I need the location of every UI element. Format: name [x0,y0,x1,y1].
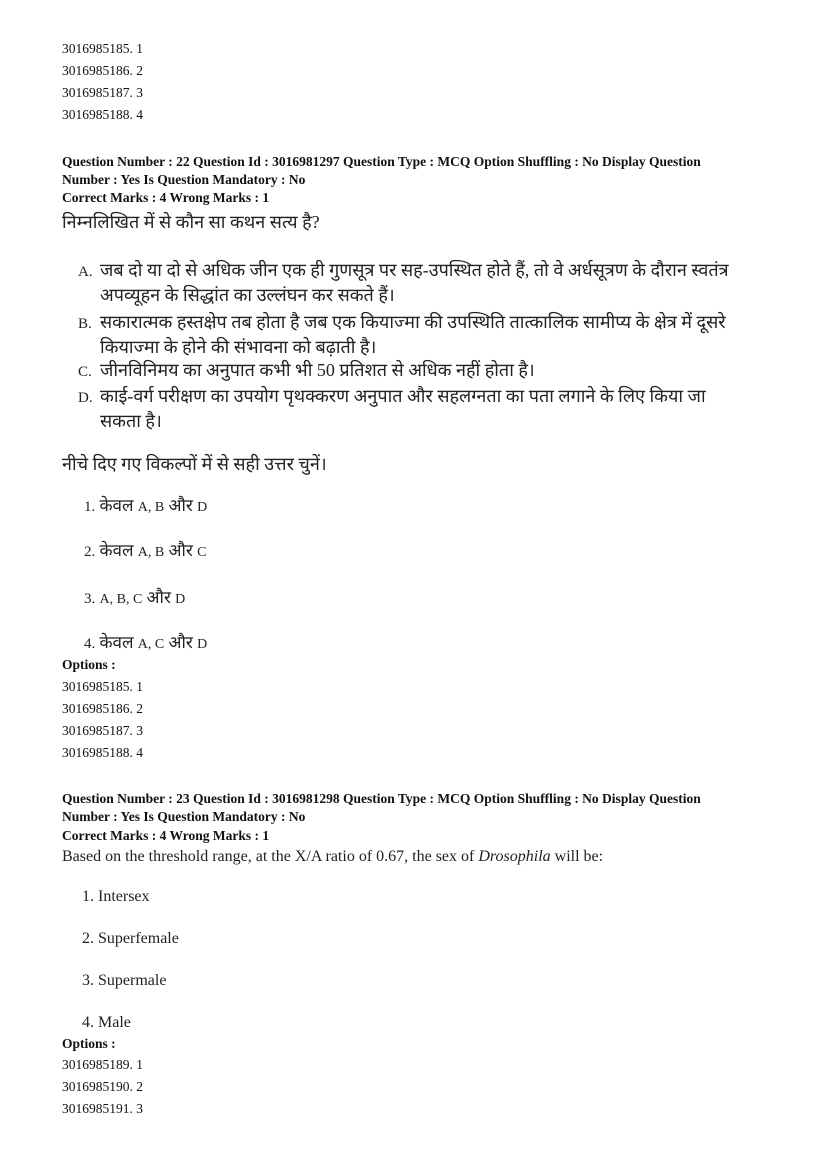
q23-choice-1: 1. Intersex [82,888,150,905]
statement-line1: सकारात्मक हस्तक्षेप तब होता है जब एक कियाज्मा की उपस्थिति तात्कालिक सामीप्य के क्षेत्र में दूसरे [100,312,726,332]
choice-number: 2. [84,544,96,560]
prev-option-4: 3016985188. 4 [62,107,143,122]
choice-conjunction: और [164,541,198,560]
statement-line2: कियाज्मा के होने की संभावना को बढ़ाती है। [100,337,377,357]
q23-choice-2: 2. Superfemale [82,930,179,947]
choice-letter: D [197,637,208,652]
choice-letter: D [197,500,208,515]
choice-letters: A, C [137,637,165,652]
q22-question-text: निम्नलिखित में से कौन सा कथन सत्य है? [62,212,320,232]
q22-statement-a [78,258,729,284]
q22-instruction: नीचे दिए गए विकल्पों में से सही उत्तर चुनें। [62,454,327,474]
statement-line2: अपव्यूहन के सिद्धांत का उल्लंघन कर सकते हैं। [100,285,395,305]
choice-conjunction: और [164,633,198,652]
q23-header-line2: Number : Yes Is Question Mandatory : No [62,809,306,824]
q23-choice-3: 3. Supermale [82,972,167,989]
prev-option-3: 3016985187. 3 [62,85,143,100]
q22-statement-d [78,384,706,410]
q23-option-1: 3016985189. 1 [62,1057,143,1072]
q22-choice-1 [84,495,207,519]
q23-option-3: 3016985191. 3 [62,1101,143,1116]
q22-option-4: 3016985188. 4 [62,745,143,760]
choice-number: 4. [84,636,96,652]
statement-line1: जीनविनिमय का अनुपात कभी भी 50 प्रतिशत से अधिक नहीं होता है। [100,360,535,380]
choice-conjunction: और [164,496,198,515]
q22-options-label: Options : [62,657,116,672]
q23-options-label: Options : [62,1036,116,1051]
q22-header-line1: Question Number : 22 Question Id : 3016981297 Question Type : MCQ Option Shuffling : No Display Question [62,154,701,169]
q22-option-3: 3016985187. 3 [62,723,143,738]
q23-choice-4: 4. Male [82,1014,131,1031]
choice-letters: A, B, C [99,592,143,607]
question-species-name: Drosophila [478,848,551,865]
q22-statement-c [78,358,535,384]
statement-line2: सकता है। [100,411,162,431]
choice-letter: C [197,545,207,560]
q23-option-2: 3016985190. 2 [62,1079,143,1094]
question-text-end: will be: [550,848,604,865]
statement-label: C. [78,364,92,380]
prev-option-2: 3016985186. 2 [62,63,143,78]
q23-marks: Correct Marks : 4 Wrong Marks : 1 [62,828,270,843]
choice-conjunction: और [142,588,176,607]
q23-question-text [62,847,603,867]
statement-line1: जब दो या दो से अधिक जीन एक ही गुणसूत्र पर सह-उपस्थित होते हैं, तो वे अर्धसूत्रण के दौरान स्वतंत्र [100,260,729,280]
choice-letters: A, B [137,500,165,515]
q22-choice-4 [84,632,207,656]
q22-choice-2 [84,540,206,564]
choice-letters: A, B [137,545,165,560]
prev-option-1: 3016985185. 1 [62,41,143,56]
choice-letter: D [175,592,186,607]
statement-line1: काई-वर्ग परीक्षण का उपयोग पृथक्करण अनुपात और सहलग्नता का पता लगाने के लिए किया जा [100,386,706,406]
statement-label: B. [78,316,92,332]
q22-header-line2: Number : Yes Is Question Mandatory : No [62,172,306,187]
choice-text: केवल [99,633,138,652]
statement-label: D. [78,390,93,406]
q22-option-1: 3016985185. 1 [62,679,143,694]
choice-number: 1. [84,499,96,515]
choice-text: केवल [99,496,138,515]
q22-option-2: 3016985186. 2 [62,701,143,716]
q22-choice-3 [84,587,185,611]
statement-label: A. [78,264,93,280]
choice-text: केवल [99,541,138,560]
q23-header-line1: Question Number : 23 Question Id : 3016981298 Question Type : MCQ Option Shuffling : No Display Question [62,791,701,806]
q22-statement-b [78,310,726,336]
question-text-start: Based on the threshold range, at the X/A ratio of 0.67, the sex of [62,848,479,865]
q22-marks: Correct Marks : 4 Wrong Marks : 1 [62,190,270,205]
choice-number: 3. [84,591,96,607]
